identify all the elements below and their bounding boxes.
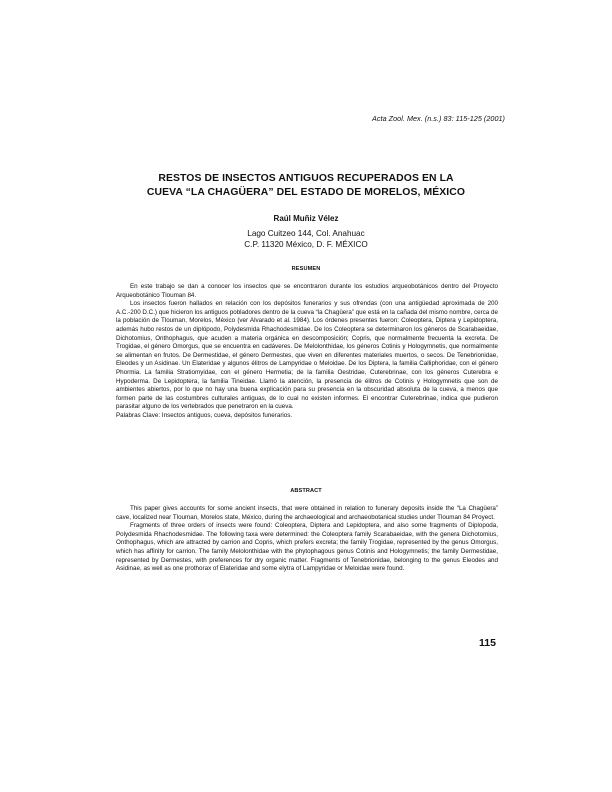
page-number: 115	[479, 637, 496, 649]
resumen-body	[116, 283, 498, 421]
author-name: Raúl Muñiz Vélez	[273, 214, 339, 223]
resumen-paragraph-1: En este trabajo se dan a conocer los insectos que se encontraron durante los estudios arqueobotánicos dentro del Proyecto Arqueobotánico Tlouman 84.	[116, 283, 498, 299]
resumen-paragraph-2: Los insectos fueron hallados en relación con los depósitos funerarios y sus ofrendas (con una antigüedad aproximada de 200 A.C.-200 D.C.) que hicieron los antiguos pobladores dentro de la cueva “la Chagüera” que está en la cañada del mismo nombre, cerca de la población de Tlouman, Morelos, México (ver Alvarado et al. 1984). Los órdenes presentes fueron: Coleoptera, Diptera y Lepidoptera, además hubo restos de un diplópodo, Polydesmida Rhachodesmidae. De los Coleoptera se determinaron los géneros de Scarabaeidae, Dichotomius, Onthophagus, que acuden a materia orgánica en descomposición; Copris, que normalmente frecuenta la excreta. De Trogidae, el género Omorgus, que se encuentra en cadáveres. De Melolonthidae, los géneros Cotinis y Hologymnetis, que normalmente se alimentan en frutos. De Dermestidae, el género Dermestes, que viven en diferentes materiales muertos, o secos. De Tenebrionidae, Eleodes y un Asidinae. Un Elateridae y algunos élitros de Lampyridae o Meloidae. De los Diptera, la familia Calliphoridae, con el género Phormia. La familia Stratiomyidae, con el género Hermetia; de la familia Oestridae, Cuterebrinae, con los géneros Cuterebra e Hypoderma. De Lepidoptera, la familia Tineidae. Llamó la atención, la presencia de élitros de Cotinis y Hologymnetis que son de ambientes abiertos, por lo que no hay una buena explicación para su presencia en la obscuridad absoluta de la cueva, a menos que formen parte de las costumbres culturales antiguas, de lo cual no existen informes. El encontrar Cuterebrinae, indica que pudieron parasitar alguno de los vertebrados que penetraron en la cueva.	[116, 300, 498, 411]
resumen-heading: RESUMEN	[291, 266, 321, 272]
author-address-line-1: Lago Cuitzeo 144, Col. Anahuac	[247, 229, 365, 238]
abstract-heading: ABSTRACT	[290, 488, 322, 494]
resumen-keywords: Palabras Clave: Insectos antiguos, cueva, depósitos funerarios.	[116, 411, 293, 419]
abstract-paragraph-2: Fragments of three orders of insects were found: Coleoptera, Diptera and Lepidoptera, and also some fragments of Diplopoda, Polydesmida Rhachodesmidae. The following taxa were determined: the Coleoptera family Scarabaeidae, with the genera Dichotomius, Onthophagus, which are attracted by carrion and Copris, which prefers excreta; the family Trogidae, represented by the genus Omorgus, which has affinity for carrion. The family Melolonthidae with the phytophagous genus Cotinis and Hologymnetis; the family Dermestidae, represented by Dermestes, with preferences for dry organic matter. Fragments of Tenebrionidae, belonging to the genus Eleodes and Asidinae, as well as one prothorax of Elateridae and some elytra of Lampyridae or Meloidae were found.	[116, 522, 498, 573]
author-address-line-2: C.P. 11320 México, D. F. MÉXICO	[244, 240, 368, 249]
title-line-1: RESTOS DE INSECTOS ANTIGUOS RECUPERADOS EN LA	[158, 173, 454, 184]
abstract-paragraph-1: This paper gives accounts for some ancient insects, that were obtained in relation to funerary deposits inside the “La Chagüera” cave, localized near Tlouman, Morelos state, México, during the archaeological and archaeobotanical studies under Tlouman 84 Proyect.	[116, 505, 498, 521]
article-title	[110, 172, 502, 199]
journal-citation: Acta Zool. Mex. (n.s.) 83: 115-125 (2001)	[372, 114, 505, 123]
abstract-body	[116, 505, 498, 574]
title-line-2: CUEVA “LA CHAGÜERA” DEL ESTADO DE MORELOS, MÉXICO	[146, 186, 466, 198]
